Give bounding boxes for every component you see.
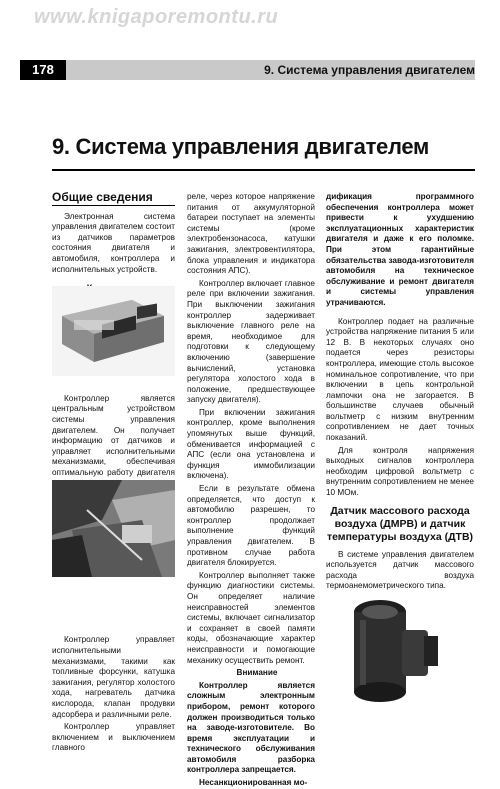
column-3 xyxy=(326,192,474,592)
paragraph: Контроллер включает главное реле при включении зажигания. При выключении зажигания контроллер задерживает выключение главного реле на время, необходимое для подготовки к следующему включению (завершение вычислений, установка регулятора холостого хода в положение, предшествующее запуску двигателя). xyxy=(187,278,315,405)
page-number: 178 xyxy=(20,60,66,80)
chapter-title: 9. Система управления двигателем xyxy=(52,134,430,159)
column-1 xyxy=(52,192,175,754)
paragraph: Контроллер подает на различные устройства напряжение питания 5 или 12 В. В некоторых случаях оно подается через резисторы контроллера, имеющие столь высокое номинальное сопротивление, что при включении в цепь контрольной лампочки она не загорается. В большинстве случаев обычный вольтметр с низким внутренним сопротивлением не дает точных показаний. xyxy=(326,316,474,443)
paragraph: реле, через которое напряжение питания от аккумуляторной батареи поступает на элементы системы (кроме электробензонасоса, катушки зажигания, электровентилятора, блока управления и индикатора состояния АПС). xyxy=(187,192,315,276)
attention-heading: Внимание xyxy=(236,668,278,678)
paragraph: Контроллер является центральным устройством системы управления двигателем. Он получает информацию от датчиков и управляет исполнительными механизмами, обеспечивая оптимальную работу двигателя xyxy=(52,393,175,477)
paragraph: Контроллер управляет исполнительными механизмами, такими как топливные форсунки, катушка зажигания, регулятор холостого хода, нагреватель датчика кислорода, клапан продувки адсорбера и различными реле. xyxy=(52,635,175,719)
mass-air-flow-sensor-photo xyxy=(340,590,450,714)
dashboard-photo xyxy=(52,480,175,577)
running-title: 9. Система управления двигателем xyxy=(264,63,475,77)
paragraph: Для контроля напряжения выходных сигналов контроллера необходим цифровой вольтметр с внутренним сопротивлением не менее 10 МОм. xyxy=(326,445,474,498)
title-rule xyxy=(52,169,475,171)
paragraph: Контроллер выполняет также функцию диагностики системы. Он определяет наличие неисправностей элементов системы, включает сигнализатор и сохраняет в своей памяти коды, обозначающие характер неисправности и помогающие механику осуществить ремонт. xyxy=(187,570,315,665)
column-2 xyxy=(187,192,315,789)
paragraph: Контроллер управляет включением и выключением главного xyxy=(52,722,175,753)
section-title: Общие сведения xyxy=(52,192,175,206)
paragraph-bold: Контроллер является сложным электронным прибором, ремонт которого должен производиться только на заводе-изготовителе. Во время эксплуатации и технического обслуживания автомобиля разборка контроллера запрещается. xyxy=(187,680,315,775)
paragraph: Электронная система управления двигателем состоит из датчиков параметров состояния двигателя и автомобиля, контроллера и исполнительных устройств. xyxy=(52,211,175,274)
paragraph: Если в результате обмена определяется, что доступ к автомобилю разрешен, то контроллер продолжает выполнение функций управления двигателем. В противном случае работа двигателя блокируется. xyxy=(187,484,315,568)
watermark: www.knigaporemontu.ru xyxy=(34,6,279,28)
paragraph-bold: дификация программного обеспечения контроллера может привести к ухудшению эксплуатационных характеристик двигателя и даже к его поломке. При этом гарантийные обязательства завода-изготовителя автомобиля на техническое обслуживание и ремонт двигателя и системы управления утрачиваются. xyxy=(326,192,474,307)
paragraph-bold: Несанкционированная мо- xyxy=(199,778,308,788)
paragraph: В системе управления двигателем используется датчик массового расхода воздуха термоанемометрического типа. xyxy=(326,549,474,591)
paragraph: При включении зажигания контроллер, кроме выполнения упомянутых выше функций, обменивается информацией с АПС (если она установлена и функция иммобилизации включена). xyxy=(187,407,315,481)
controller-photo xyxy=(52,286,175,376)
subsection-title: Датчик массового расхода воздуха (ДМРВ) и датчик температуры воздуха (ДТВ) xyxy=(326,504,474,543)
